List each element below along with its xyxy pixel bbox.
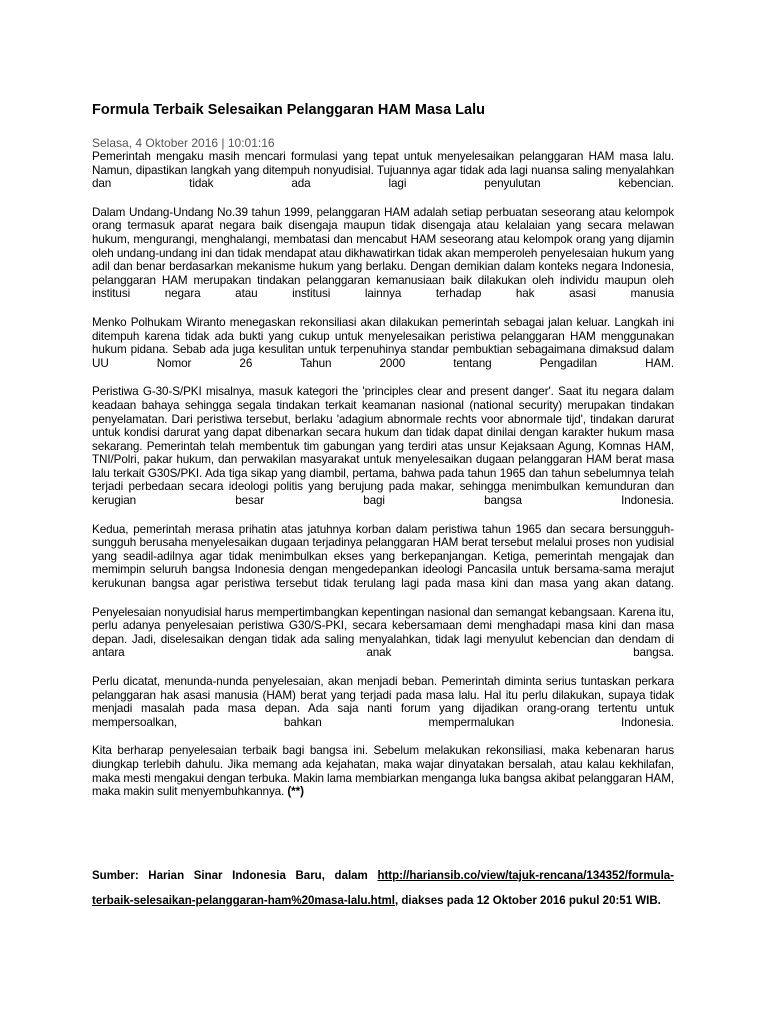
article-title: Formula Terbaik Selesaikan Pelanggaran HAM Masa Lalu: [92, 102, 485, 118]
paragraph-2: Dalam Undang-Undang No.39 tahun 1999, pelanggaran HAM adalah setiap perbuatan seseorang atau kelompok orang termasuk aparat negara baik disengaja maupun tidak disengaja atau kelalaian yang secara melawan hukum, mengurangi, menghalangi, membatasi dan mencabut HAM seseorang atau kelompok orang yang dijamin oleh undang-undang ini dan tidak mendapat atau dikhawatirkan tidak akan memperoleh penyelesaian hukum yang adil dan benar berdasarkan mekanisme hukum yang berlaku. Dengan demikian dalam konteks negara Indonesia, pelanggaran HAM merupakan tindakan pelanggaran kemanusiaan baik dilakukan oleh individu maupun oleh institusi negara atau institusi lainnya terhadap hak asasi manusia: [92, 205, 674, 301]
paragraph-1: Pemerintah mengaku masih mencari formulasi yang tepat untuk menyelesaikan pelanggaran HAM masa lalu. Namun, dipastikan langkah yang ditempuh nonyudisial. Tujuannya agar tidak ada lagi nuansa saling menyalahkan dan tidak ada lagi penyulutan kebencian.: [92, 150, 674, 191]
article-dateline: Selasa, 4 Oktober 2016 | 10:01:16: [92, 136, 275, 150]
source-prefix: Sumber: Harian Sinar Indonesia Baru, dalam: [92, 870, 378, 882]
source-link[interactable]: http://hariansib.co/view/tajuk-rencana/134352/formula-terbaik-selesaikan-pelanggaran-ham%20masa-lalu.html: [92, 870, 674, 907]
closing-text: Kita berharap penyelesaian terbaik bagi bangsa ini. Sebelum melakukan rekonsiliasi, maka kebenaran harus diungkap terlebih dahulu. Jika memang ada kejahatan, maka wajar dinyatakan bersalah, atau kalau kekhilafan, maka mesti mengakui dengan terbuka. Makin lama membiarkan menganga luka bangsa akibat pelanggaran HAM, maka makin sulit menyembuhkannya.: [92, 744, 674, 799]
paragraph-6: Penyelesaian nonyudisial harus mempertimbangkan kepentingan nasional dan semangat kebangsaan. Karena itu, perlu adanya penyelesaian peristiwa G30/S-PKI, secara kebersamaan demi menghadapi masa kini dan masa depan. Jadi, diselesaikan dengan tidak ada saling menyalahkan, tidak lagi menyulut kebencian dan dendam di antara anak bangsa.: [92, 605, 674, 660]
paragraph-4: Peristiwa G-30-S/PKI misalnya, masuk kategori the 'principles clear and present danger'. Saat itu negara dalam keadaan bahaya sehingga segala tindakan terkait keamanan nasional (national security) merupakan tindakan penyelamatan. Dari peristiwa tersebut, berlaku 'adagium abnormale rechts voor abnormale tijd', tindakan darurat untuk kondisi darurat yang dapat dibenarkan secara hukum dan tidak dapat dinilai dengan karakter hukum masa sekarang. Pemerintah telah membentuk tim gabungan yang terdiri atas unsur Kejaksaan Agung, Komnas HAM, TNI/Polri, pakar hukum, dan perwakilan masyarakat untuk menyelesaikan dugaan pelanggaran HAM berat masa lalu terkait G30S/PKI. Ada tiga sikap yang diambil, pertama, bahwa pada tahun 1965 dan tahun sebelumnya telah terjadi perbedaan secara ideologi politis yang berujung pada makar, sehingga menimbulkan kemunduran dan kerugian besar bagi bangsa Indonesia.: [92, 385, 674, 508]
source-suffix: , diakses pada 12 Oktober 2016 pukul 20:51 WIB.: [394, 895, 661, 907]
closing-mark: (**): [287, 785, 304, 799]
source-citation: [92, 864, 674, 914]
paragraph-5: Kedua, pemerintah merasa prihatin atas jatuhnya korban dalam peristiwa tahun 1965 dan secara bersungguh-sungguh berusaha menyelesaikan dugaan terjadinya pelanggaran HAM berat tersebut melalui proses non yudisial yang seadil-adilnya agar tidak menimbulkan ekses yang berkepanjangan. Ketiga, pemerintah mengajak dan memimpin seluruh bangsa Indonesia dengan mengedepankan ideologi Pancasila untuk bersama-sama merajut kerukunan bangsa agar peristiwa tersebut tidak terulang lagi pada masa kini dan masa yang akan datang.: [92, 522, 674, 591]
paragraph-closing: [92, 744, 674, 798]
paragraph-3: Menko Polhukam Wiranto menegaskan rekonsiliasi akan dilakukan pemerintah sebagai jalan keluar. Langkah ini ditempuh karena tidak ada bukti yang cukup untuk menyelesaikan peristiwa pelanggaran HAM menggunakan hukum pidana. Sebab ada juga kesulitan untuk terpenuhinya standar pembuktian sebagaimana dimaksud dalam UU Nomor 26 Tahun 2000 tentang Pengadilan HAM.: [92, 315, 674, 370]
paragraph-7: Perlu dicatat, menunda-nunda penyelesaian, akan menjadi beban. Pemerintah diminta serius tuntaskan perkara pelanggaran hak asasi manusia (HAM) berat yang terjadi pada masa lalu. Hal itu perlu dilakukan, supaya tidak menjadi masalah pada masa depan. Ada saja nanti forum yang dijadikan orang-orang tertentu untuk mempersoalkan, bahkan mempermalukan Indonesia.: [92, 675, 674, 729]
article-body: [92, 150, 674, 814]
